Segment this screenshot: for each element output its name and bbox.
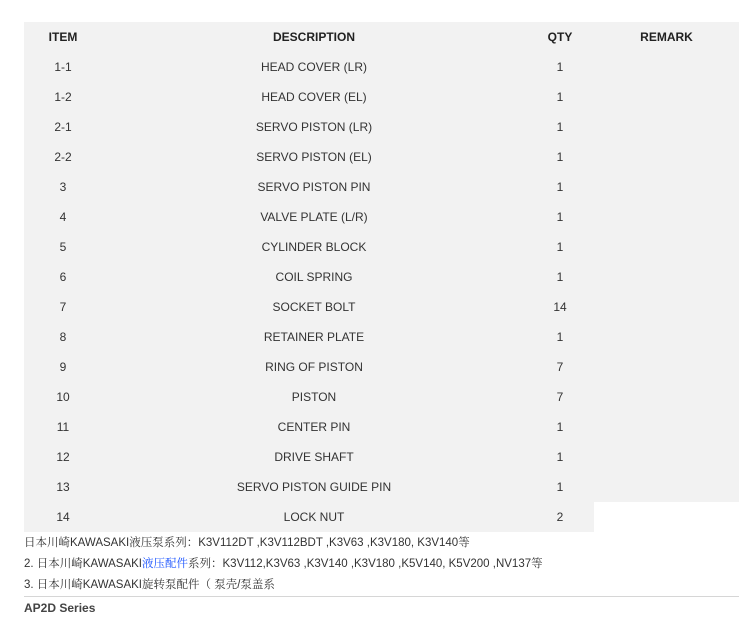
table-row xyxy=(24,232,739,262)
cell-qty: 1 xyxy=(526,172,594,202)
note-line-2 xyxy=(24,554,739,575)
cell-description: DRIVE SHAFT xyxy=(102,442,526,472)
cell-item: 14 xyxy=(24,502,102,532)
cell-description: HEAD COVER (LR) xyxy=(102,52,526,82)
cell-description: SOCKET BOLT xyxy=(102,292,526,322)
cell-description: HEAD COVER (EL) xyxy=(102,82,526,112)
cell-description: CYLINDER BLOCK xyxy=(102,232,526,262)
cell-item: 4 xyxy=(24,202,102,232)
cell-remark xyxy=(594,262,739,292)
cell-qty: 7 xyxy=(526,352,594,382)
cell-qty: 1 xyxy=(526,412,594,442)
table-row xyxy=(24,52,739,82)
cell-qty: 1 xyxy=(526,82,594,112)
table-row xyxy=(24,262,739,292)
cell-item: 13 xyxy=(24,472,102,502)
cell-qty: 1 xyxy=(526,472,594,502)
note-line-1: 日本川崎KAWASAKI液压泵系列：K3V112DT ,K3V112BDT ,K3V63 ,K3V180, K3V140等 xyxy=(24,537,470,549)
cell-remark xyxy=(594,142,739,172)
cell-item: 12 xyxy=(24,442,102,472)
cell-description: PISTON xyxy=(102,382,526,412)
cell-remark xyxy=(594,172,739,202)
cell-remark xyxy=(594,412,739,442)
cell-qty: 14 xyxy=(526,292,594,322)
header-remark: REMARK xyxy=(594,22,739,52)
table-row xyxy=(24,292,739,322)
cell-remark xyxy=(594,202,739,232)
table-row xyxy=(24,202,739,232)
cell-item: 9 xyxy=(24,352,102,382)
cell-remark xyxy=(594,232,739,262)
parts-table xyxy=(24,22,739,532)
table-row xyxy=(24,502,739,532)
table-row xyxy=(24,142,739,172)
cell-qty: 1 xyxy=(526,52,594,82)
cell-qty: 1 xyxy=(526,142,594,172)
table-row xyxy=(24,322,739,352)
cell-item: 2-2 xyxy=(24,142,102,172)
cell-qty: 1 xyxy=(526,202,594,232)
cell-item: 8 xyxy=(24,322,102,352)
cell-qty: 1 xyxy=(526,322,594,352)
cell-item: 11 xyxy=(24,412,102,442)
cell-qty: 1 xyxy=(526,232,594,262)
divider xyxy=(24,596,739,597)
hydraulic-parts-link[interactable]: 液压配件 xyxy=(142,558,189,570)
cell-remark xyxy=(594,292,739,322)
cell-description: SERVO PISTON PIN xyxy=(102,172,526,202)
table-row xyxy=(24,472,739,502)
cell-item: 10 xyxy=(24,382,102,412)
cell-qty: 1 xyxy=(526,112,594,142)
table-row xyxy=(24,412,739,442)
series-title: AP2D Series xyxy=(24,601,96,615)
cell-remark xyxy=(594,322,739,352)
cell-remark xyxy=(594,502,739,532)
cell-item: 7 xyxy=(24,292,102,322)
note-line-3: 3. 日本川崎KAWASAKI旋转泵配件（ 泵壳/泵盖系 xyxy=(24,579,275,591)
cell-description: SERVO PISTON GUIDE PIN xyxy=(102,472,526,502)
table-row xyxy=(24,172,739,202)
cell-item: 1-2 xyxy=(24,82,102,112)
cell-description: VALVE PLATE (L/R) xyxy=(102,202,526,232)
note-line-2-suffix: 系列：K3V112,K3V63 ,K3V140 ,K3V180 ,K5V140, K5V200 ,NV137等 xyxy=(188,558,543,570)
cell-qty: 1 xyxy=(526,442,594,472)
header-item: ITEM xyxy=(24,22,102,52)
cell-remark xyxy=(594,82,739,112)
cell-item: 3 xyxy=(24,172,102,202)
cell-item: 1-1 xyxy=(24,52,102,82)
cell-remark xyxy=(594,472,739,502)
notes xyxy=(24,533,739,596)
cell-description: CENTER PIN xyxy=(102,412,526,442)
header-description: DESCRIPTION xyxy=(102,22,526,52)
table-row xyxy=(24,352,739,382)
table-row xyxy=(24,82,739,112)
cell-description: COIL SPRING xyxy=(102,262,526,292)
cell-item: 6 xyxy=(24,262,102,292)
cell-remark xyxy=(594,382,739,412)
cell-qty: 7 xyxy=(526,382,594,412)
cell-item: 5 xyxy=(24,232,102,262)
cell-remark xyxy=(594,112,739,142)
cell-qty: 2 xyxy=(526,502,594,532)
table-row xyxy=(24,442,739,472)
cell-item: 2-1 xyxy=(24,112,102,142)
cell-remark xyxy=(594,352,739,382)
cell-description: RING OF PISTON xyxy=(102,352,526,382)
cell-description: RETAINER PLATE xyxy=(102,322,526,352)
table-row xyxy=(24,112,739,142)
note-line-2-prefix: 2. 日本川崎KAWASAKI xyxy=(24,558,143,570)
table-row xyxy=(24,382,739,412)
header-qty: QTY xyxy=(526,22,594,52)
table-header-row xyxy=(24,22,739,52)
cell-qty: 1 xyxy=(526,262,594,292)
cell-description: SERVO PISTON (EL) xyxy=(102,142,526,172)
cell-description: SERVO PISTON (LR) xyxy=(102,112,526,142)
cell-description: LOCK NUT xyxy=(102,502,526,532)
cell-remark xyxy=(594,52,739,82)
cell-remark xyxy=(594,442,739,472)
